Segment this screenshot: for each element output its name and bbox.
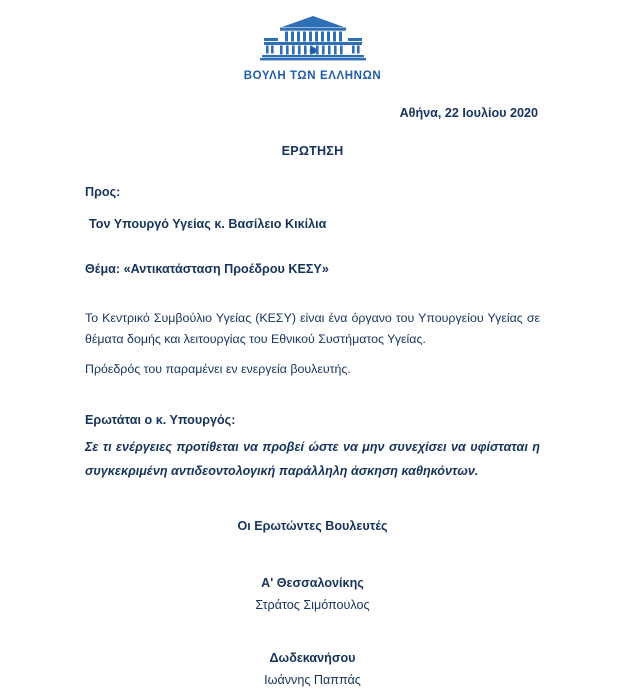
signature-block — [85, 517, 540, 690]
institution-name: ΒΟΥΛΗ ΤΩΝ ΕΛΛΗΝΩΝ — [243, 70, 382, 82]
signatory-name: Στράτος Σιμόπουλος — [255, 597, 370, 612]
signatory-name: Ιωάννης Παππάς — [264, 672, 361, 687]
addressee-name: Τον Υπουργό Υγείας κ. Βασίλειο Κικίλια — [89, 216, 327, 231]
letterhead — [0, 0, 625, 82]
question-label: Ερωτάται ο κ. Υπουργός: — [85, 412, 236, 427]
signatory — [85, 574, 540, 615]
addressee-label: Προς: — [85, 185, 121, 200]
question-text: Σε τι ενέργειες προτίθεται να προβεί ώστε να μην συνεχίσει να υφίσταται η συγκεκριμένη αντιδεοντολογική παράλληλη άσκηση καθηκόντων. — [85, 440, 540, 478]
hellenic-parliament-building-icon — [258, 14, 368, 66]
page-title: ΕΡΩΤΗΣΗ — [281, 143, 344, 158]
document-body — [85, 82, 540, 690]
signatory — [85, 649, 540, 690]
signatory-region: Α' Θεσσαλονίκης — [261, 576, 364, 591]
signature-block-title: Οι Ερωτώντες Βουλευτές — [237, 518, 388, 533]
body-paragraph: Πρόεδρός του παραμένει εν ενεργεία βουλευτής. — [85, 361, 351, 376]
signatory-region: Δωδεκανήσου — [269, 651, 356, 666]
body-paragraph: Το Κεντρικό Συμβούλιο Υγείας (ΚΕΣΥ) είναι ένα όργανο του Υπουργείου Υγείας σε θέματα δομής και λειτουργίας του Εθνικού Συστήματος Υγείας. — [85, 310, 540, 347]
subject-line: Θέμα: «Αντικατάσταση Προέδρου ΚΕΣΥ» — [85, 262, 329, 277]
date-line: Αθήνα, 22 Ιουλίου 2020 — [399, 106, 538, 120]
